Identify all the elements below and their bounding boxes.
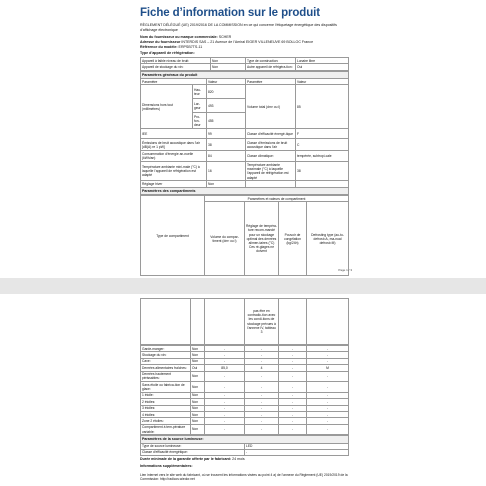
column-header: Paramètre bbox=[141, 78, 207, 84]
dimension-value: 493 bbox=[207, 99, 246, 113]
param-value: 38 bbox=[207, 139, 246, 151]
compartment-present: Non bbox=[191, 382, 205, 393]
compartment-volume: - bbox=[205, 424, 245, 435]
compartment-present: Non bbox=[191, 405, 205, 411]
compartment-present: Oui bbox=[191, 365, 205, 371]
page-1-content bbox=[140, 6, 348, 276]
table-row bbox=[141, 371, 349, 382]
param-value: 16 bbox=[207, 162, 246, 181]
table-row bbox=[141, 139, 349, 151]
param-label: Émissions de bruit acoustique dans l’air [dB(A) re 1 pW] bbox=[141, 139, 207, 151]
model-ref: ERPSB7TS-11 bbox=[178, 45, 203, 49]
column-header: Paramètre bbox=[246, 78, 296, 84]
dimensions-label: Dimensions hors tout (millimètres) bbox=[141, 85, 193, 129]
compartment-name: 2 étoiles: bbox=[141, 399, 191, 405]
param-label: Classe d’efficacité énergé-tique bbox=[246, 129, 296, 139]
compartment-present: Non bbox=[191, 358, 205, 364]
dimension-key: Lar-geur bbox=[193, 99, 207, 113]
compartment-temp: - bbox=[245, 424, 279, 435]
param-value: Non bbox=[207, 181, 246, 187]
light-table bbox=[140, 435, 349, 456]
compartment-power: - bbox=[279, 399, 307, 405]
compartment-name: Denrées alimentaires fraîches: bbox=[141, 365, 191, 371]
compartment-power-header: Pouvoir de congélation (kg/24h) bbox=[279, 202, 307, 276]
compartment-present: Non bbox=[191, 392, 205, 398]
table-row bbox=[141, 187, 349, 194]
page-number: Page 1 / 3 bbox=[338, 268, 352, 272]
compartment-section-title: Paramètres des compartiments bbox=[141, 187, 349, 194]
warranty-value: 24 mois bbox=[232, 457, 245, 462]
compartment-power: - bbox=[279, 392, 307, 398]
compartment-power: - bbox=[279, 411, 307, 417]
light-section-title: Paramètres de la source lumineuse: bbox=[141, 436, 349, 443]
supplier-address: INTERDIS SAS – 21 Avenue de l’Amiral EIGER VILLENEUVE 69 BOLLOC France bbox=[181, 40, 314, 44]
type-value: Oui bbox=[296, 64, 349, 70]
param-label: IEE bbox=[141, 129, 207, 139]
compartment-volume: - bbox=[205, 411, 245, 417]
compartment-defrost: - bbox=[307, 399, 349, 405]
compartment-volume: - bbox=[205, 352, 245, 358]
compartment-temp: - bbox=[245, 358, 279, 364]
compartment-volume: - bbox=[205, 399, 245, 405]
warranty-label: Durée minimale de la garantie offerte par le fabricant: bbox=[140, 457, 232, 462]
param-value: 38 bbox=[296, 162, 349, 181]
supplier-address-label: Adresse du fournisseur bbox=[140, 40, 181, 44]
compartment-volume: - bbox=[205, 358, 245, 364]
compartment-defrost: - bbox=[307, 392, 349, 398]
compartment-name: Cave: bbox=[141, 358, 191, 364]
compartment-params-title: Paramètres et valeurs de compartiment bbox=[205, 195, 349, 201]
compartment-power: - bbox=[279, 358, 307, 364]
param-value: 99 bbox=[207, 129, 246, 139]
compartment-name: Compartiment à tem-pérature variable: bbox=[141, 424, 191, 435]
table-row bbox=[141, 64, 349, 70]
table-row bbox=[141, 129, 349, 139]
dimension-value: 820 bbox=[207, 85, 246, 99]
warranty-line bbox=[140, 457, 348, 462]
empty-cell bbox=[307, 299, 349, 345]
compartment-power: - bbox=[279, 346, 307, 352]
compartment-present: Non bbox=[191, 371, 205, 382]
param-label: Consommation d’énergie an-nuelle (kWh/an) bbox=[141, 151, 207, 162]
light-label: Type de source lumineuse: bbox=[141, 443, 245, 449]
compartment-defrost: - bbox=[307, 358, 349, 364]
param-label: Classe d’émissions de bruit acoustique dans l’air bbox=[246, 139, 296, 151]
compartment-power: - bbox=[279, 405, 307, 411]
compartment-name: 4 étoiles: bbox=[141, 411, 191, 417]
compartment-power: - bbox=[279, 352, 307, 358]
compartment-temp: - bbox=[245, 405, 279, 411]
type-label: Autre appareil de réfrigéra-tion: bbox=[246, 64, 296, 70]
compartment-defrost: - bbox=[307, 346, 349, 352]
compartment-defrost: - bbox=[307, 371, 349, 382]
column-header: Valeur bbox=[296, 78, 349, 84]
compartment-power: - bbox=[279, 418, 307, 424]
model-ref-line bbox=[140, 45, 348, 50]
info-text: Lien internet vers le site web du fabricant, où se trouvent les informations visées au point 4 a) de l’annexe du Règlement (UE) 2019/2019 de la Commission: http://radicos.wiedor.net bbox=[140, 472, 348, 482]
table-row bbox=[141, 151, 349, 162]
param-label: Température ambiante maximale (°C) à laquelle l’appareil de réfrigération est adapté bbox=[246, 162, 296, 181]
compartment-defrost: - bbox=[307, 424, 349, 435]
type-label: Appareil à faible niveau de bruit: bbox=[141, 58, 211, 64]
compartment-volume: - bbox=[205, 418, 245, 424]
param-value: C bbox=[296, 139, 349, 151]
param-value: F bbox=[296, 129, 349, 139]
compartment-power: - bbox=[279, 382, 307, 393]
dimension-key: Hau-teur bbox=[193, 85, 207, 99]
page-2-content bbox=[140, 298, 348, 485]
compartment-defrost: - bbox=[307, 382, 349, 393]
type-value: Non bbox=[211, 64, 246, 70]
compartment-name: Denrées hautement périssables: bbox=[141, 371, 191, 382]
model-ref-label: Référence du modèle: bbox=[140, 45, 178, 49]
table-row bbox=[141, 382, 349, 393]
compartment-volume: - bbox=[205, 405, 245, 411]
type-section-title: Type d’appareil de réfrigération: bbox=[140, 51, 195, 55]
compartment-temp: 4 bbox=[245, 365, 279, 371]
table-row bbox=[141, 424, 349, 435]
param-label: Réglage hiver bbox=[141, 181, 207, 187]
page-title: Fiche d’information sur le produit bbox=[140, 7, 320, 19]
compartment-name: 3 étoiles: bbox=[141, 405, 191, 411]
regulation-text: RÈGLEMENT DÉLÉGUÉ (UE) 2019/2016 DE LA COMMISSION en ce qui concerne l’étiquetage énergétique des dispositifs d’affichage électronique bbox=[140, 23, 337, 32]
compartment-temp: - bbox=[245, 352, 279, 358]
compartment-name: Sans étoile ou fabrica-tion de glace: bbox=[141, 382, 191, 393]
table-row bbox=[141, 299, 349, 345]
compartment-present: Non bbox=[191, 399, 205, 405]
compartment-temp: - bbox=[245, 392, 279, 398]
compartment-power: - bbox=[279, 424, 307, 435]
table-row bbox=[141, 436, 349, 443]
page-separator bbox=[0, 278, 486, 294]
dimension-key: Pro-fon-deur bbox=[193, 113, 207, 129]
volume-value: 85 bbox=[296, 85, 349, 129]
table-row bbox=[141, 85, 349, 99]
compartment-present: Non bbox=[191, 346, 205, 352]
table-row bbox=[141, 449, 349, 455]
compartment-header-table bbox=[140, 195, 349, 276]
param-value: tempérée, subtropi-cale bbox=[296, 151, 349, 162]
general-section-title: Paramètres généraux du produit bbox=[141, 71, 349, 78]
table-row bbox=[141, 162, 349, 181]
compartment-present: Non bbox=[191, 411, 205, 417]
supplier-name-label: Nom du fournisseur ou marque commerciale: bbox=[140, 35, 218, 39]
type-label: Type de construction: bbox=[246, 58, 296, 64]
light-value: - bbox=[245, 449, 349, 455]
column-header: Valeur bbox=[207, 78, 246, 84]
compartment-volume: 85,0 bbox=[205, 365, 245, 371]
type-table bbox=[140, 57, 349, 71]
compartment-present: Non bbox=[191, 352, 205, 358]
compartment-name: Stockage du vin: bbox=[141, 352, 191, 358]
compartment-volume: - bbox=[205, 371, 245, 382]
empty-cell bbox=[279, 299, 307, 345]
param-value: 84 bbox=[207, 151, 246, 162]
compartment-temp: - bbox=[245, 382, 279, 393]
compartment-defrost: - bbox=[307, 405, 349, 411]
compartment-temp: - bbox=[245, 346, 279, 352]
compartment-defrost: M bbox=[307, 365, 349, 371]
empty-cell bbox=[191, 299, 205, 345]
type-label: Appareil de stockage du vin: bbox=[141, 64, 211, 70]
compartment-temp-header-cont: pas être en contradic-tion avec les condi-tions de stockage prévues à l’annexe IV, tableau 3 bbox=[245, 299, 279, 345]
compartment-present: Non bbox=[191, 424, 205, 435]
compartment-temp: - bbox=[245, 371, 279, 382]
compartment-temp: - bbox=[245, 399, 279, 405]
empty-cell bbox=[205, 299, 245, 345]
compartment-temp: - bbox=[245, 418, 279, 424]
compartment-defrost: - bbox=[307, 352, 349, 358]
compartment-power: - bbox=[279, 365, 307, 371]
general-params-table bbox=[140, 71, 349, 195]
param-label: Température ambiante mini-male (°C) à laquelle l’appareil de réfrigération est adapté bbox=[141, 162, 207, 181]
compartment-defrost: - bbox=[307, 411, 349, 417]
compartment-power: - bbox=[279, 371, 307, 382]
param-label: Classe climatique: bbox=[246, 151, 296, 162]
light-label: Classe d’efficacité énergétique: bbox=[141, 449, 245, 455]
type-value: Non bbox=[211, 58, 246, 64]
compartment-name: 1 étoile: bbox=[141, 392, 191, 398]
page-2 bbox=[0, 294, 486, 486]
light-value: LED bbox=[245, 443, 349, 449]
compartment-temp-header: Réglage de tempéra-ture recom-mandé pour un stockage optimal des denrées alimen-taires (°C) Ces ré-glages ne doivent bbox=[245, 202, 279, 276]
compartment-volume: - bbox=[205, 392, 245, 398]
compartment-defrost-header: Defrosting type (au-to-defrost=A, ma-nual defrost=M) bbox=[307, 202, 349, 276]
compartment-volume: - bbox=[205, 346, 245, 352]
empty-cell bbox=[141, 299, 191, 345]
compartment-temp: - bbox=[245, 411, 279, 417]
compartment-volume: - bbox=[205, 382, 245, 393]
compartment-name: Garde-manger: bbox=[141, 346, 191, 352]
type-value: Lunaire libre bbox=[296, 58, 349, 64]
volume-label: Volume total (dm³ ou l) bbox=[246, 85, 296, 129]
compartment-name: Zone 2 étoiles: bbox=[141, 418, 191, 424]
table-row bbox=[141, 71, 349, 78]
dimension-value: 455 bbox=[207, 113, 246, 129]
compartment-defrost: - bbox=[307, 418, 349, 424]
supplier-name: SCHER bbox=[218, 35, 232, 39]
compartment-rows-table bbox=[140, 345, 349, 435]
compartment-volume-header: Volume du compar-timent (dm³ ou l) bbox=[205, 202, 245, 276]
compartment-table bbox=[140, 298, 349, 345]
compartment-type-header: Type de compartiment bbox=[141, 195, 205, 275]
compartment-present: Non bbox=[191, 418, 205, 424]
info-section-title: Informations supplémentaires: bbox=[140, 464, 193, 469]
